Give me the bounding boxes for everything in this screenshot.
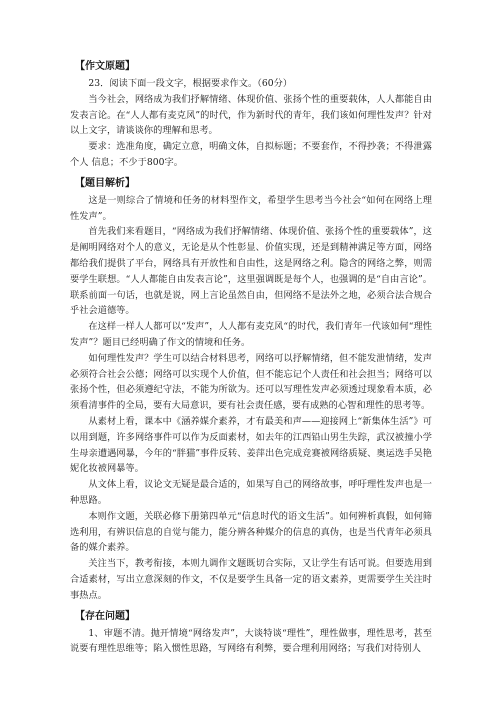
paragraph: 在这样一样人人都可以“发声”，人人都有麦克风“的时代，我们青年一代该如何“理性发声”？题目已经明确了作文的情境和任务。 bbox=[70, 321, 432, 348]
paragraph: 从文体上看，议论文无疑是最合适的，如果写自己的网络故事，呼吁理性发声也是一种思路。 bbox=[70, 479, 432, 506]
paragraph: 本则作文题，关联必修下册第四单元“信息时代的语文生活”。如何辨析真假，如何筛选利用，有辨识信息的自觉与能力，能分辨各种媒介的信息的真伪，也是当代青年必须具备的媒介素养。 bbox=[70, 510, 432, 554]
paragraph: 从素材上看，课本中《涵养媒介素养，才有最美和声——迎接网上“新集体生活”》可以用到题，许多网络事件可以作为反面素材，如去年的江西铅山男生失踪，武汉被撞小学生母亲遭遇网暴，今年的“胖猫”事件反转、姜萍出色完成竞赛被网络质疑、奥运选手吴艳妮化妆被网暴等。 bbox=[70, 415, 432, 475]
section-analysis bbox=[70, 175, 432, 604]
section-heading: 【存在问题】 bbox=[75, 610, 135, 622]
paragraph: 关注当下，教考衔接，本则九调作文题既切合实际，又让学生有话可说。但要选用到合适素材，写出立意深刻的作文，不仅是要学生具备一定的语文素养，更需要学生关注时事热点。 bbox=[70, 558, 432, 601]
section-original-question bbox=[70, 58, 432, 171]
paragraph: 当今社会，网络成为我们抒解情绪、体现价值、张扬个性的重要载体，人人都能自由发表言论。在“人人都有麦克风”的时代，作为新时代的青年，我们该如何理性发声？针对以上文字，请谈谈你的理解和思考。 bbox=[70, 93, 432, 137]
paragraph: 首先我们来看题目，“网络成为我们抒解情绪、体现价值、张扬个性的重要载体”，这是阐明网络对个人的意义，无论是从个性彰显、价值实现，还是到精神满足等方面，网络都给我们提供了平台，网络具有开放性和自由性，这是网络之利。隐含的网络之弊，则需要学生联想。“人人都能自由发表言论”，这里强调既是每个人，也强调的是“自由言论”。联系前面一句话，也就是说，网上言论虽然自由，但网络不是法外之地，必须合法合规合乎社会道德等。 bbox=[70, 226, 432, 317]
paragraph: 23．阅读下面一段文字，根据要求作文。（60分） bbox=[88, 78, 293, 89]
paragraph: 这是一则综合了情境和任务的材料型作文，希望学生思考当今社会“如何在网络上理性发声”。 bbox=[70, 194, 432, 222]
paragraph: 如何理性发声？学生可以结合材料思考，网络可以抒解情绪，但不能发泄情绪，发声必须符合社会公德；网络可以实现个人价值，但不能忘记个人责任和社会担当；网络可以张扬个性，但必须遵纪守法，不能为所欲为。还可以写理性发声必须透过现象看本质，必须看清事件的全局，要有大局意识，要有社会责任感，要有成熟的心智和理性的思考等。 bbox=[70, 352, 432, 412]
document-page bbox=[70, 58, 432, 657]
section-heading: 【作文原题】 bbox=[75, 61, 135, 72]
paragraph: 1、审题不清。抛开情境“网络发声”，大谈特谈“理性”，理性做事，理性思考，甚至说要有理性思维等；陷入惯性思路，写网络有利弊，要合理利用网络；写我们对待别人 bbox=[70, 627, 432, 655]
paragraph: 要求：选准角度，确定立意，明确文体，自拟标题；不要套作，不得抄袭；不得泄露个人 信息；不少于800字。 bbox=[70, 141, 432, 168]
section-heading: 【题目解析】 bbox=[75, 177, 135, 189]
section-problems bbox=[70, 608, 432, 658]
